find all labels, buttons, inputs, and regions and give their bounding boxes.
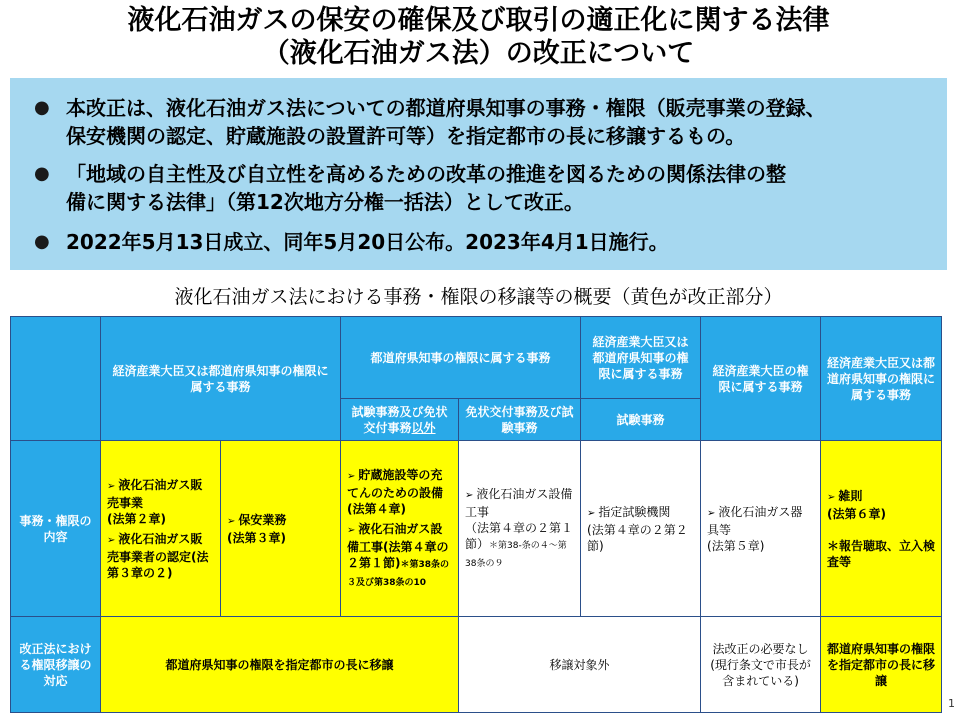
header-minister-or-governor-3: 経済産業大臣又は都道府県知事の権限に属する事務 bbox=[821, 317, 942, 441]
page-title bbox=[0, 4, 957, 70]
cell-misc bbox=[821, 441, 942, 617]
summary-bullet-2-line2: 備に関する法律」（第12次地方分権一括法）として改正。 bbox=[66, 190, 584, 214]
header-corner bbox=[11, 317, 101, 441]
header-governor-sub-1-text: 試験事務及び免状交付事務 bbox=[351, 404, 448, 435]
row-label-contents: 事務・権限の内容 bbox=[11, 441, 101, 617]
summary-bullet-3-line1: 2022年5月13日成立、同年5月20日公布。2023年4月1日施行。 bbox=[66, 230, 669, 254]
summary-bullet-1-line2: 保安機関の認定、貯蔵施設の設置許可等）を指定都市の長に移譲するもの。 bbox=[66, 124, 746, 148]
cell-storage-facility bbox=[341, 441, 459, 617]
cell-excluded: 移譲対象外 bbox=[459, 617, 701, 713]
header-minister: 経済産業大臣の権限に属する事務 bbox=[701, 317, 821, 441]
page-title-line1: 液化石油ガスの保安の確保及び取引の適正化に関する法律 bbox=[127, 5, 830, 36]
cell-security-service-name: 保安業務 bbox=[238, 512, 287, 527]
bullet-icon: ● bbox=[34, 163, 50, 184]
cell-lpg-sales-item1-law: (法第２章) bbox=[107, 511, 166, 526]
cell-no-change: 法改正の必要なし(現行条文で市長が含まれている) bbox=[701, 617, 821, 713]
authority-transfer-table bbox=[10, 316, 942, 713]
header-governor-sub-2: 免状交付事務及び試験事務 bbox=[459, 399, 581, 441]
arrow-icon: ➢ bbox=[107, 480, 116, 492]
cell-designated-exam bbox=[581, 441, 701, 617]
cell-security-service-law: (法第３章) bbox=[227, 530, 286, 545]
arrow-icon: ➢ bbox=[107, 534, 116, 546]
cell-equipment-work-name: 液化石油ガス設備工事 bbox=[465, 486, 573, 519]
cell-storage-facility-item2: 液化石油ガス設備工事(法第４章の２第１節) bbox=[347, 521, 449, 570]
cell-storage-facility-item2-note: ＊第38条の３及び第38条の10 bbox=[347, 559, 450, 588]
bullet-icon: ● bbox=[34, 97, 50, 118]
cell-lpg-sales bbox=[101, 441, 221, 617]
header-exam-affairs: 試験事務 bbox=[581, 399, 701, 441]
cell-storage-facility-item1-law: (法第４章) bbox=[347, 501, 406, 516]
cell-misc-name: 雑則 bbox=[838, 488, 863, 503]
page-number: 1 bbox=[948, 697, 955, 710]
arrow-icon: ➢ bbox=[347, 470, 356, 482]
cell-security-service bbox=[221, 441, 341, 617]
arrow-icon: ➢ bbox=[465, 489, 474, 501]
header-governor: 都道府県知事の権限に属する事務 bbox=[341, 317, 581, 399]
cell-transfer: 都道府県知事の権限を指定都市の長に移譲 bbox=[101, 617, 459, 713]
summary-bullet-2-line1: 「地域の自主性及び自立性を高めるための改革の推進を図るための関係法律の整 bbox=[66, 162, 786, 186]
arrow-icon: ➢ bbox=[827, 491, 836, 503]
arrow-icon: ➢ bbox=[587, 507, 596, 519]
header-governor-sub-1 bbox=[341, 399, 459, 441]
header-minister-or-governor: 経済産業大臣又は都道府県知事の権限に属する事務 bbox=[101, 317, 341, 441]
cell-designated-exam-law: (法第４章の２第２節) bbox=[587, 522, 688, 553]
header-minister-or-governor-2: 経済産業大臣又は都道府県知事の権限に属する事務 bbox=[581, 317, 701, 399]
cell-lpg-appliances-name: 液化石油ガス器具等 bbox=[707, 504, 803, 537]
cell-designated-exam-name: 指定試験機関 bbox=[598, 504, 671, 519]
cell-misc-law: (法第６章) bbox=[827, 506, 887, 521]
header-governor-sub-1-emphasis: 以外 bbox=[411, 420, 436, 435]
summary-box bbox=[10, 78, 947, 270]
row-label-response: 改正法における権限移譲の対応 bbox=[11, 617, 101, 713]
bullet-icon: ● bbox=[34, 231, 50, 252]
cell-equipment-work bbox=[459, 441, 581, 617]
page-title-line2: （液化石油ガス法）の改正について bbox=[262, 38, 695, 69]
cell-equipment-work-note: ＊第38-条の４～第38条の９ bbox=[465, 540, 567, 569]
cell-misc-note: ＊報告聴取、立入検査等 bbox=[827, 538, 936, 569]
arrow-icon: ➢ bbox=[347, 524, 356, 536]
cell-equipment-work-law: （法第４章の２第１節） bbox=[465, 520, 574, 551]
summary-bullet-1-line1: 本改正は、液化石油ガス法についての都道府県知事の事務・権限（販売事業の登録、 bbox=[66, 96, 826, 120]
cell-transfer-2: 都道府県知事の権限を指定都市の長に移譲 bbox=[821, 617, 942, 713]
arrow-icon: ➢ bbox=[227, 515, 236, 527]
cell-lpg-appliances bbox=[701, 441, 821, 617]
arrow-icon: ➢ bbox=[707, 507, 716, 519]
cell-lpg-appliances-law: (法第５章) bbox=[707, 538, 765, 553]
cell-storage-facility-item1: 貯蔵施設等の充てんのための設備 bbox=[347, 467, 444, 500]
table-caption: 液化石油ガス法における事務・権限の移譲等の概要（黄色が改正部分） bbox=[174, 286, 783, 308]
cell-lpg-sales-item2: 液化石油ガス販売事業者の認定(法第３章の２) bbox=[107, 531, 209, 580]
cell-lpg-sales-item1: 液化石油ガス販売事業 bbox=[107, 477, 203, 510]
